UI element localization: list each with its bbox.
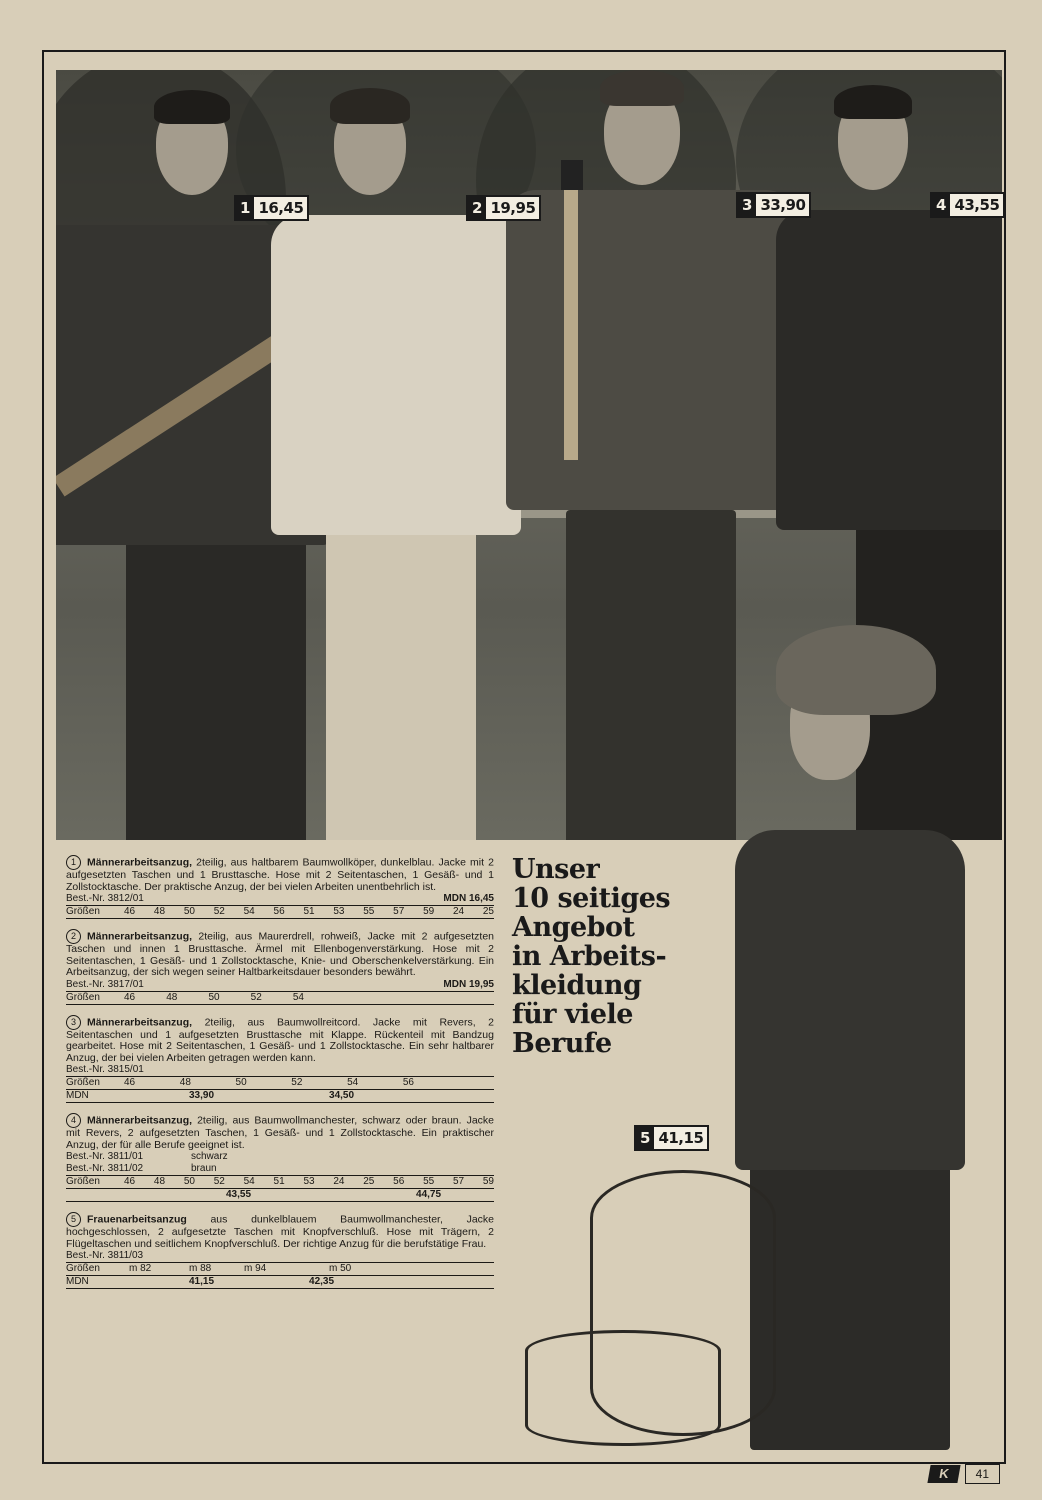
- price-tag-2: 2 19,95: [466, 195, 541, 221]
- catalog-listing: [66, 855, 494, 1299]
- price-tag-5: 5 41,15: [634, 1125, 709, 1151]
- price-tag-3: 3 33,90: [736, 192, 811, 218]
- page-footer: [929, 1464, 1000, 1484]
- catalog-item-3: 3 Männerarbeitsanzug, 2teilig, aus Baumwollreitcord. Jacke mit Revers, 2 Seitentaschen und 1 aufgesetzten Brusttasche mit Klappe. Rückenteil mit Bandzug gearbeitet. Hose mit 2 Seitentaschen, 1 Gesäß- und 1 Zollstocktasche. Ein sehr haltbarer Anzug, der bei vielen Arbeiten getragen werden kann. Best.-Nr. 3815/01 Größen 46 48 50 52 54 56 MDN 33,90 34,50: [66, 1015, 494, 1101]
- price-tag-4: 4 43,55: [930, 192, 1005, 218]
- page-number: 41: [965, 1464, 1000, 1484]
- publisher-logo: K: [927, 1465, 960, 1483]
- wire-basket-2: [525, 1330, 721, 1446]
- catalog-item-2: 2 Männerarbeitsanzug, 2teilig, aus Maurerdrell, rohweiß, Jacke mit 2 aufgesetzten Taschen und innen 1 Brusttasche. Ärmel mit Ellenbogenverstärkung. Hose mit 2 Seitentaschen, 1 Gesäß- und 1 Zollstocktasche, Knie- und Oberschenkelverstärkung. Ein Arbeitsanzug, der sich wegen seiner Haltbarkeitsdauer besonders bewährt. Best.-Nr. 3817/01 MDN 19,95 Größen 46 48 50 52 54: [66, 930, 494, 1003]
- catalog-item-5: 5 Frauenarbeitsanzug aus dunkelblauem Baumwollmanchester, Jacke hochgeschlossen, 2 aufgesetzte Taschen mit Knopfverschluß. Hose mit Trägern, 2 Flügeltaschen und seitlichem Knopfverschluß. Der richtige Anzug für die berufstätige Frau. Best.-Nr. 3811/03 Größen m 82 m 88 m 94 m 50 MDN 41,15 42,35: [66, 1213, 494, 1287]
- price-tag-1: 1 16,45: [234, 195, 309, 221]
- page-heading: Unser 10 seitiges Angebot in Arbeits- kleidung für viele Berufe: [512, 854, 671, 1059]
- catalog-item-4: 4 Männerarbeitsanzug, 2teilig, aus Baumwollmanchester, schwarz oder braun. Jacke mit Revers, 2 aufgesetzten Taschen, 1 Gesäß- und 1 Zollstocktasche. Ein praktischer Anzug, der für alle Berufe geeignet ist. Best.-Nr. 3811/01 schwarz Best.-Nr. 3811/02 braun Größen 46 48 50 52 54 51 53 24 25 56 55 57 59 43,55 44,75: [66, 1114, 494, 1200]
- catalog-item-1: 1 Männerarbeitsanzug, 2teilig, aus haltbarem Baumwollköper, dunkelblau. Jacke mit 2 aufgesetzten Taschen und 1 Brusttasche. Hose mit 2 Seitentaschen, 1 Gesäß- und 1 Zollstocktasche. Der praktische Anzug, der bei vielen Arbeiten unentbehrlich ist. Best.-Nr. 3812/01 MDN 16,45 Größen 46 48 50 52 54 56 51 53 55 57 59 24 25: [66, 856, 494, 917]
